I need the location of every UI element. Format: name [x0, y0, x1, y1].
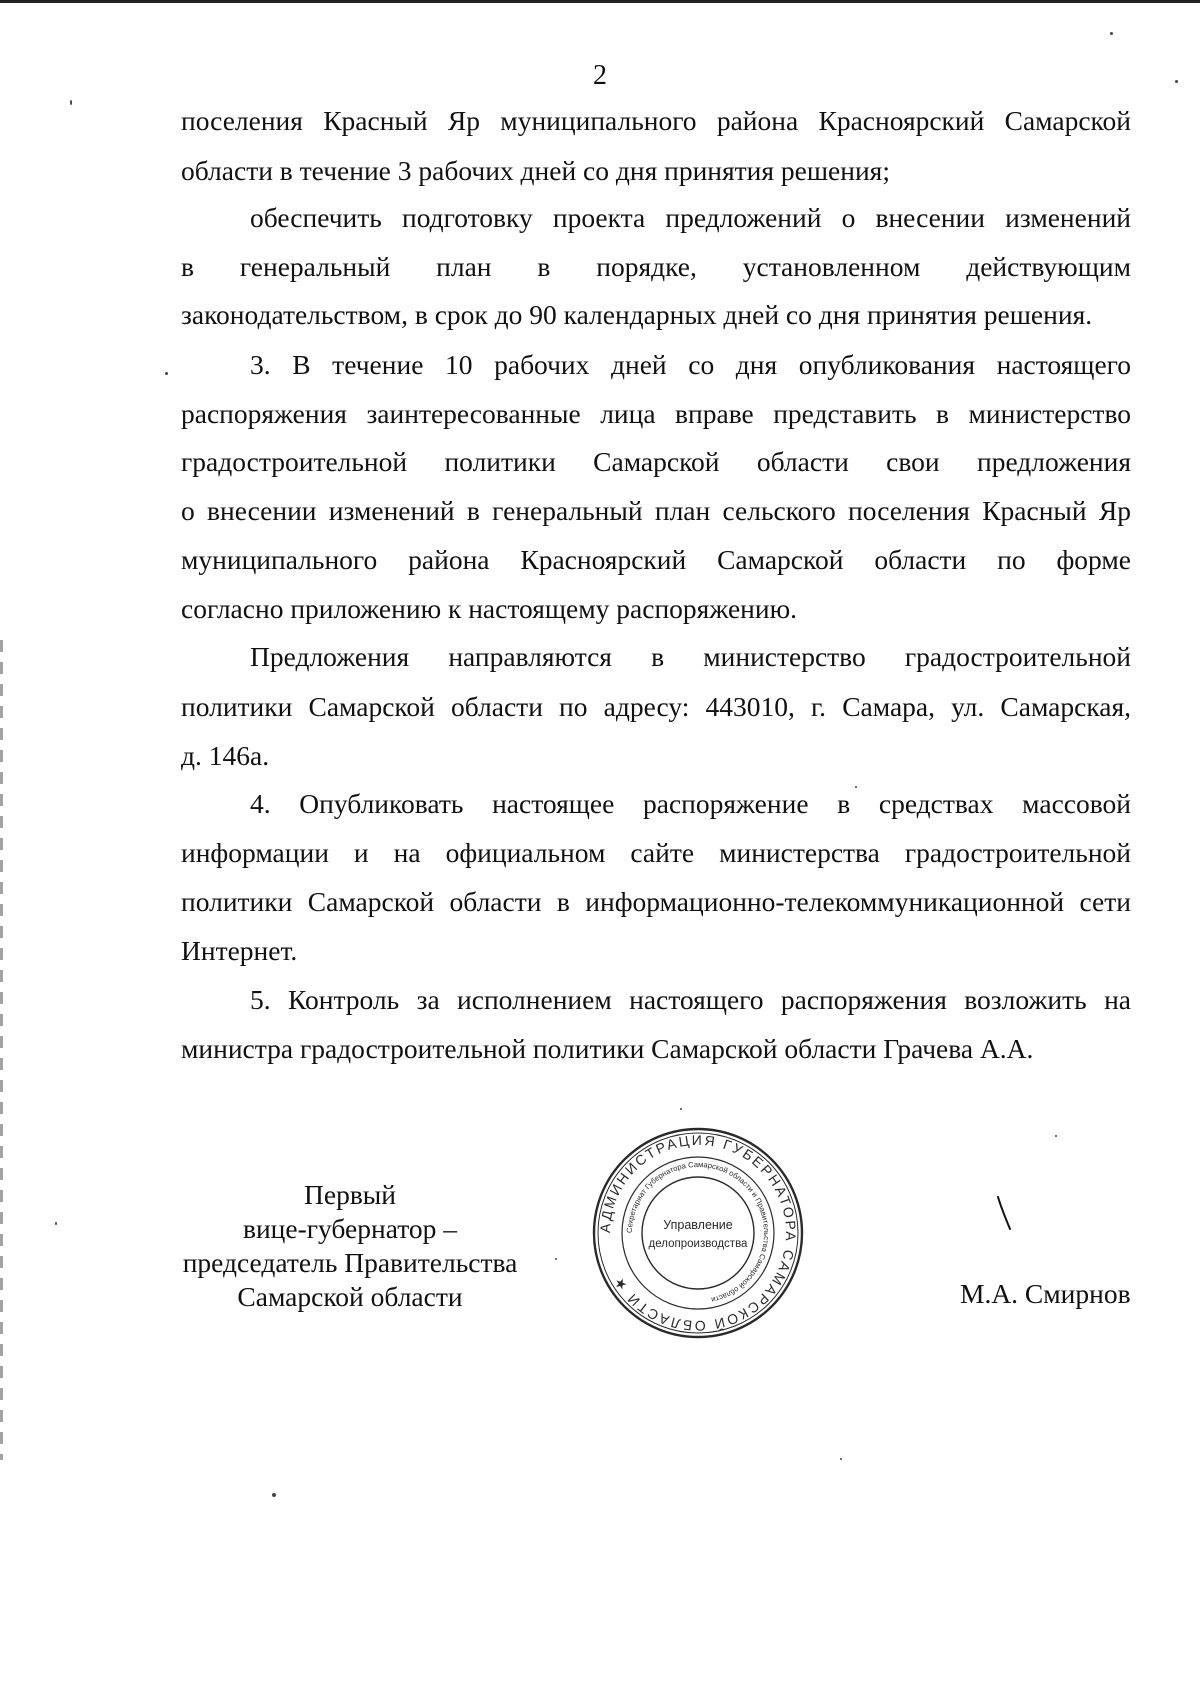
scan-speck: [855, 786, 857, 788]
body-line-14: д. 146а.: [181, 740, 270, 771]
scan-speck: [272, 1493, 276, 1497]
scan-speck: [840, 1458, 842, 1460]
body-line-5: законодательством, в срок до 90 календарных дней со дня принятия решения.: [181, 299, 1093, 330]
body-line-10: муниципального района Красноярский Самарской области по форме: [181, 544, 1131, 575]
scan-speck: [70, 100, 72, 105]
body-line-7: распоряжения заинтересованные лица вправе представить в министерство: [181, 398, 1131, 429]
scan-speck: [55, 1222, 57, 1225]
signatory-title-line-1: Первый: [304, 1179, 396, 1210]
body-line-4: в генеральный план в порядке, установленном действующим: [181, 251, 1131, 282]
signatory-title: [160, 1178, 540, 1314]
seal-inner-ring-text: Секретариат Губернатора Самарской области и Правительства Самарской области: [624, 1159, 772, 1305]
body-line-3: обеспечить подготовку проекта предложений о внесении изменений: [250, 202, 1131, 233]
scan-speck: [1055, 1135, 1057, 1137]
body-line-2: области в течение 3 рабочих дней со дня принятия решения;: [181, 155, 890, 186]
body-line-8: градостроительной политики Самарской области свои предложения: [181, 446, 1131, 477]
seal-center-line-2: делопроизводства: [648, 1238, 748, 1250]
page-number: 2: [593, 60, 607, 91]
body-line-19: 5. Контроль за исполнением настоящего распоряжения возложить на: [250, 984, 1131, 1015]
signatory-name: М.А. Смирнов: [960, 1278, 1131, 1309]
seal-center-line-1: Управление: [663, 1218, 733, 1232]
scan-speck: [1110, 32, 1113, 35]
body-line-18: Интернет.: [181, 935, 298, 966]
body-line-11: согласно приложению к настоящему распоряжению.: [181, 593, 798, 624]
scan-speck: [555, 1258, 557, 1260]
scan-speck: [1175, 80, 1178, 83]
scan-edge-artifact: [0, 640, 3, 1460]
body-line-12: Предложения направляются в министерство градостроительной: [250, 641, 1131, 672]
signatory-title-line-3: председатель Правительства: [182, 1247, 518, 1278]
body-line-9: о внесении изменений в генеральный план сельского поселения Красный Яр: [181, 495, 1131, 526]
body-line-20: министра градостроительной политики Самарской области Грачева А.А.: [181, 1033, 1034, 1064]
signatory-title-line-2: вице-губернатор –: [242, 1213, 458, 1244]
scan-speck: [165, 372, 168, 375]
top-border-line: [0, 0, 1200, 3]
handwritten-signature-stroke: [995, 1195, 1015, 1231]
body-line-13: политики Самарской области по адресу: 443010, г. Самара, ул. Самарская,: [181, 691, 1131, 722]
scan-speck: [680, 1108, 682, 1110]
body-line-15: 4. Опубликовать настоящее распоряжение в средствах массовой: [250, 788, 1131, 819]
body-line-17: политики Самарской области в информационно-телекоммуникационной сети: [181, 886, 1131, 917]
body-line-6: 3. В течение 10 рабочих дней со дня опубликования настоящего: [250, 349, 1131, 380]
body-line-1: поселения Красный Яр муниципального района Красноярский Самарской: [181, 105, 1131, 136]
seal-outer-text: АДМИНИСТРАЦИЯ ГУБЕРНАТОРА САМАРСКОЙ ОБЛАСТИ ★: [596, 1131, 800, 1335]
official-seal-stamp: [588, 1123, 808, 1343]
signatory-title-line-4: Самарской области: [237, 1281, 463, 1312]
body-line-16: информации и на официальном сайте министерства градостроительной: [181, 837, 1131, 868]
